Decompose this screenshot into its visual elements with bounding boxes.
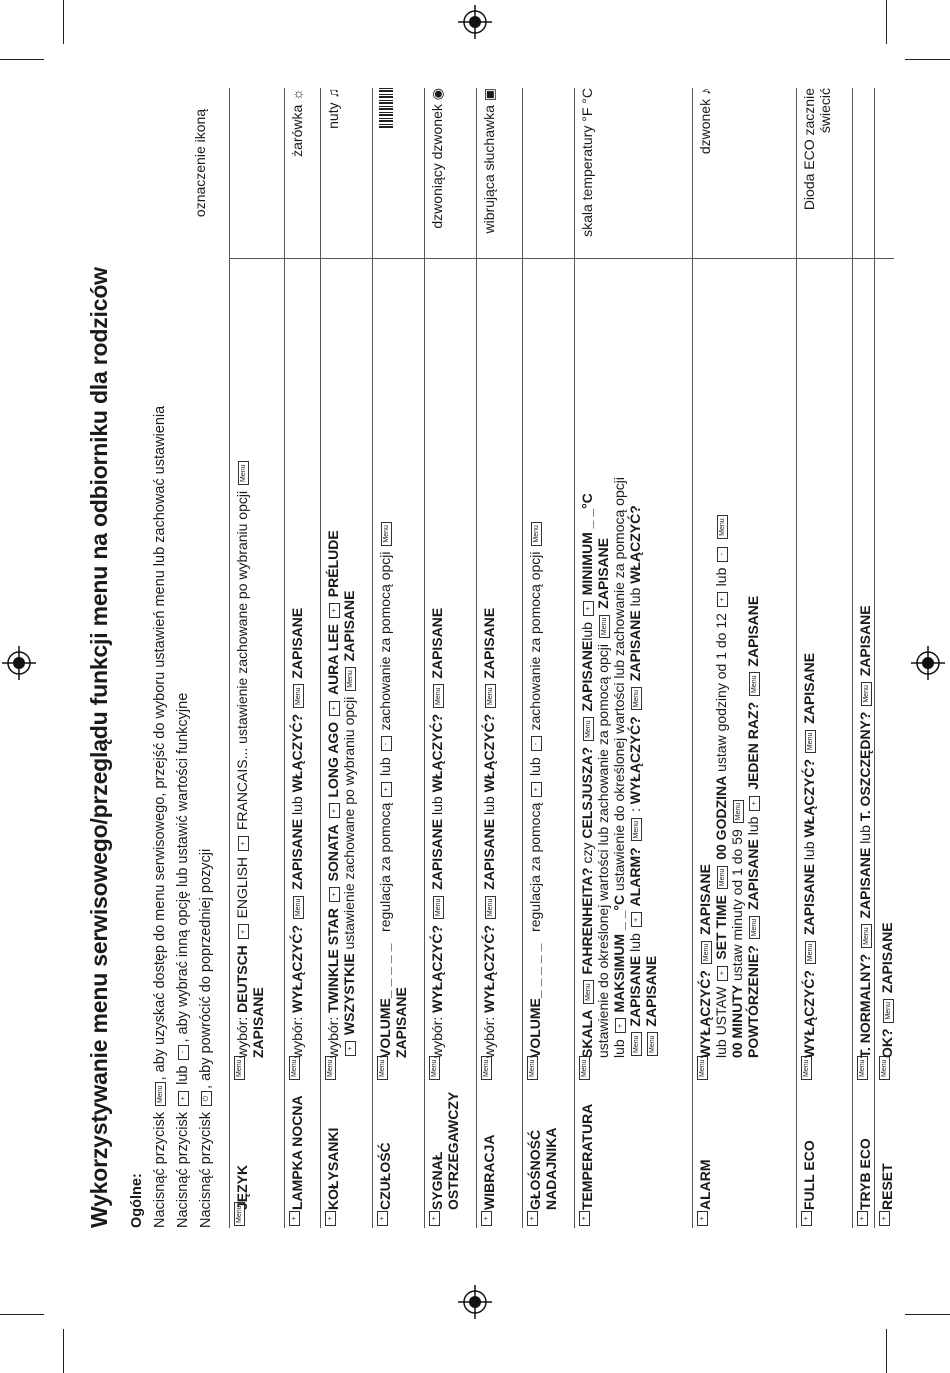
crop-mark (886, 1329, 887, 1373)
row-label: KOŁYSANKI (325, 1127, 341, 1210)
plus-key-icon: + (531, 782, 542, 797)
menu-key-icon: Menu (238, 461, 249, 485)
plus-key-icon: + (615, 1018, 626, 1033)
row-description: T. NORMALNY? Menu ZAPISANE lub T. OSZCZĘDNY? Menu ZAPISANE (857, 605, 873, 1058)
menu-key-icon: Menu (749, 672, 760, 696)
crop-mark (905, 1314, 950, 1315)
menu-key-icon: Menu (485, 896, 496, 920)
menu-key-icon: Menu (697, 1056, 708, 1080)
crop-mark (63, 1329, 64, 1373)
sensitivity-bar-icon (379, 88, 393, 128)
rotated-page-content (84, 88, 895, 1228)
general-section (126, 406, 218, 1228)
row-icon-description: dzwoniący dzwonek ◉ (429, 88, 445, 229)
menu-key-icon: Menu (293, 684, 304, 708)
menu-key-icon: Menu (345, 667, 356, 691)
row-icon-description: wibrująca słuchawka ▣ (481, 88, 497, 234)
table-row (692, 88, 797, 1228)
icon-column-divider (229, 258, 894, 259)
row-label: GŁOŚNOŚĆ NADAJNIKA (527, 1127, 559, 1210)
menu-key-icon: Menu (234, 1202, 245, 1226)
menu-key-icon: Menu (631, 1032, 642, 1056)
plus-key-icon: + (697, 1211, 708, 1226)
menu-key-icon: Menu (883, 999, 894, 1023)
table-row (284, 88, 321, 1228)
menu-key-icon: Menu (429, 1056, 440, 1080)
plus-key-icon: + (579, 1211, 590, 1226)
plus-key-icon: + (178, 1091, 189, 1106)
menu-key-icon: Menu (857, 1056, 868, 1080)
menu-key-icon: Menu (234, 1056, 245, 1080)
plus-key-icon: + (289, 1211, 300, 1226)
table-row (372, 88, 425, 1228)
menu-key-icon: Menu (583, 980, 594, 1004)
plus-key-icon: + (583, 601, 594, 616)
row-icon-description: nuty ♫ (325, 88, 341, 129)
plus-key-icon: + (749, 796, 760, 811)
row-description: wybór: TWINKLE STAR + SONATA + LONG AGO + AURA LEE + PRÉLUDE + WSZYSTKIE ustawienie zachowane po wybraniu opcji Menu ZAPISANE (325, 530, 357, 1058)
menu-key-icon: Menu (717, 515, 728, 539)
menu-key-icon: Menu (155, 1082, 166, 1106)
menu-key-icon: Menu (481, 1056, 492, 1080)
minus-key-icon: - (531, 736, 542, 751)
row-label: TRYB ECO (857, 1138, 873, 1210)
plus-key-icon: + (329, 887, 340, 902)
minus-key-icon: - (717, 547, 728, 562)
row-label: LAMPKA NOCNA (289, 1095, 305, 1210)
general-heading: Ogólne: (129, 1173, 145, 1228)
table-row (522, 88, 575, 1228)
row-icon-description: żarówka ☼ (289, 88, 305, 157)
general-line-2: Nacisnąć przycisk + lub -, aby wybrać inną opcję lub ustawić wartości funkcyjne (175, 692, 191, 1228)
menu-key-icon: Menu (599, 615, 610, 639)
crop-mark (905, 59, 950, 60)
general-line-1: Nacisnąć przycisk Menu, aby uzyskać dostęp do menu serwisowego, przejść do wyboru ustawień menu lub zachować ustawienia (152, 405, 168, 1228)
menu-key-icon: Menu (805, 730, 816, 754)
plus-key-icon: + (238, 836, 249, 851)
menu-key-icon: Menu (377, 1056, 388, 1080)
menu-key-icon: Menu (631, 687, 642, 711)
table-row (574, 88, 693, 1228)
plus-key-icon: + (857, 1211, 868, 1226)
table-row (320, 88, 373, 1228)
plus-key-icon: + (879, 1211, 890, 1226)
minus-key-icon: - (381, 736, 392, 751)
table-row (796, 88, 853, 1228)
row-description: WYŁĄCZYĆ? Menu ZAPISANE lub WŁĄCZYĆ? Menu ZAPISANE (801, 652, 817, 1058)
icon-column-header: oznaczenie ikoną (192, 108, 208, 218)
power-key-icon: ⏻ (201, 1091, 212, 1106)
menu-key-icon: Menu (579, 1056, 590, 1080)
menu-key-icon: Menu (381, 522, 392, 546)
plus-key-icon: + (345, 1041, 356, 1056)
plus-key-icon: + (238, 924, 249, 939)
row-label: WIBRACJA (481, 1134, 497, 1210)
crop-mark (63, 0, 64, 44)
plus-key-icon: + (377, 1211, 388, 1226)
menu-key-icon: Menu (861, 682, 872, 706)
menu-key-icon: Menu (527, 1056, 538, 1080)
row-icon-description (377, 88, 393, 253)
row-icon-description: Dioda ECO zacznie świecić (801, 88, 833, 211)
table-row (229, 88, 285, 1228)
menu-key-icon: Menu (879, 1056, 890, 1080)
menu-key-icon: Menu (733, 800, 744, 824)
row-description: OK? Menu ZAPISANE (879, 922, 895, 1058)
row-icon-description: dzwonek ♪ (697, 88, 713, 155)
plus-key-icon: + (381, 782, 392, 797)
plus-key-icon: + (429, 1211, 440, 1226)
menu-key-icon: Menu (801, 1056, 812, 1080)
crop-mark (886, 0, 887, 44)
plus-key-icon: + (717, 966, 728, 981)
menu-key-icon: Menu (289, 1056, 300, 1080)
menu-key-icon: Menu (717, 866, 728, 890)
menu-key-icon: Menu (433, 896, 444, 920)
row-label: RESET (879, 1163, 895, 1210)
plus-key-icon: + (329, 603, 340, 618)
plus-key-icon: + (329, 701, 340, 716)
crop-mark (0, 1314, 44, 1315)
plus-key-icon: + (325, 1211, 336, 1226)
row-description: wybór: DEUTSCH + ENGLISH + FRANCAIS... ustawienie zachowane po wybraniu opcji Menu ZAPISANE (234, 248, 266, 1058)
plus-key-icon: + (527, 1211, 538, 1226)
row-description: VOLUME_ _ _ _ _ regulacja za pomocą + lub - zachowanie za pomocą opcji Menu ZAPISANE (377, 248, 409, 1058)
row-description: wybór: WYŁĄCZYĆ? Menu ZAPISANE lub WŁĄCZYĆ? Menu ZAPISANE (429, 607, 445, 1058)
row-label: CZUŁOŚĆ (377, 1142, 393, 1210)
table-row (852, 88, 875, 1228)
row-label: ALARM (697, 1159, 713, 1210)
row-icon-description: skala temperatury °F °C (579, 88, 595, 237)
plus-key-icon: + (631, 912, 642, 927)
table-row (424, 88, 477, 1228)
row-label: SYGNAŁ OSTRZEGAWCZY (429, 1091, 461, 1210)
plus-key-icon: + (801, 1211, 812, 1226)
menu-key-icon: Menu (805, 941, 816, 965)
page-title: Wykorzystywanie menu serwisowego/przeglądu funkcji menu na odbiorniku dla rodziców (86, 267, 112, 1228)
menu-key-icon: Menu (583, 717, 594, 741)
menu-key-icon: Menu (631, 818, 642, 842)
menu-key-icon: Menu (433, 684, 444, 708)
row-description: SKALA Menu FAHRENHEITA? czy CELSJUSZA? Menu ZAPISANElub + MINIMUM _ _°C ustawienie do określonej wartości lub zachowanie za pomocą opcji Menu ZAPISANE lub + MAKSIMUM _ _°C ustawienie do określonej wartości lub zachowanie za pomocą opcji Menu ZAPISANE lub + ALARM? Menu : WYŁĄCZYĆ? Menu ZAPISANE lub WŁĄCZYĆ? Menu ZAPISANE (579, 477, 659, 1058)
crop-mark (0, 59, 44, 60)
registration-mark-icon (2, 646, 36, 680)
row-label: FULL ECO (801, 1140, 817, 1210)
table-row (874, 88, 895, 1228)
row-description: wybór: WYŁĄCZYĆ? Menu ZAPISANE lub WŁĄCZYĆ? Menu ZAPISANE (481, 607, 497, 1058)
plus-key-icon: + (329, 803, 340, 818)
menu-key-icon: Menu (485, 684, 496, 708)
row-description: VOLUME_ _ _ _ _ regulacja za pomocą + lub - zachowanie za pomocą opcji Menu (527, 248, 543, 1058)
menu-key-icon: Menu (293, 896, 304, 920)
row-label: TEMPERATURA (579, 1103, 595, 1210)
registration-mark-icon (911, 646, 945, 680)
row-description: WYŁĄCZYĆ? Menu ZAPISANE lub USTAW + SET TIME Menu 00 GODZINA ustaw godziny od 1 do 12 + lub - Menu 00 MINUTY ustaw minuty od 1 do 59 Menu POWTÓRZENIE? Menu ZAPISANE lub + JEDEN RAZ? Menu ZAPISANE (697, 248, 761, 1058)
registration-mark-icon (458, 5, 492, 39)
minus-key-icon: - (178, 1045, 189, 1060)
plus-key-icon: + (717, 592, 728, 607)
menu-key-icon: Menu (647, 1032, 658, 1056)
menu-key-icon: Menu (701, 941, 712, 965)
menu-key-icon: Menu (861, 924, 872, 948)
table-row (476, 88, 523, 1228)
row-description: wybór: WYŁĄCZYĆ? Menu ZAPISANE lub WŁĄCZYĆ? Menu ZAPISANE (289, 607, 305, 1058)
plus-key-icon: + (481, 1211, 492, 1226)
menu-key-icon: Menu (749, 916, 760, 940)
general-line-3: Nacisnąć przycisk ⏻, aby powrócić do poprzedniej pozycji (198, 848, 214, 1228)
menu-key-icon: Menu (325, 1056, 336, 1080)
registration-mark-icon (458, 1285, 492, 1319)
menu-key-icon: Menu (531, 522, 542, 546)
row-label: JĘZYK (234, 1164, 250, 1210)
